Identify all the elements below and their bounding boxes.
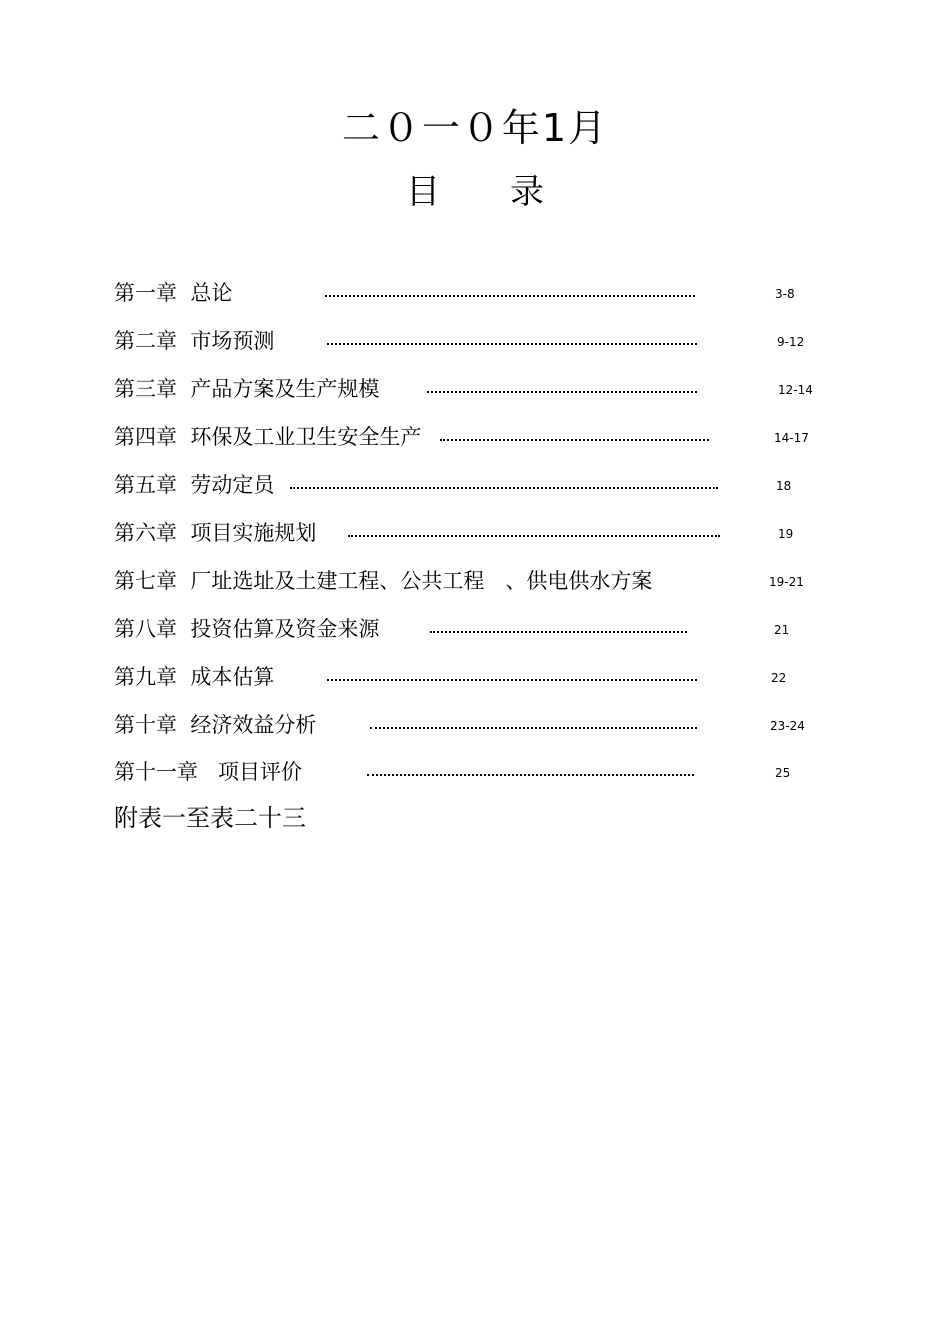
toc-entry-10 xyxy=(0,710,950,740)
toc-entry-label xyxy=(114,710,316,740)
toc-entry-title: 环保及工业卫生安全生产 xyxy=(190,425,422,449)
toc-entry-label xyxy=(114,614,379,644)
toc-entry-title: 劳动定员 xyxy=(190,473,275,497)
toc-entry-chapter: 第八章 xyxy=(114,617,177,641)
date-heading: 二０一０年1月 xyxy=(341,106,609,150)
toc-entry-label xyxy=(114,422,421,452)
toc-leader xyxy=(348,535,720,537)
toc-leader xyxy=(370,727,697,729)
toc-leader xyxy=(367,774,694,776)
toc-entry-page: 3-8 xyxy=(775,287,795,301)
toc-entry-title: 项目实施规划 xyxy=(190,521,317,545)
toc-entry-label xyxy=(114,518,316,548)
toc-entry-6 xyxy=(0,518,950,548)
toc-entry-chapter: 第四章 xyxy=(114,425,177,449)
toc-entry-title: 投资估算及资金来源 xyxy=(190,617,380,641)
toc-entry-8 xyxy=(0,614,950,644)
toc-entry-11 xyxy=(0,757,950,787)
toc-entry-title: 厂址选址及土建工程、公共工程 、供电供水方案 xyxy=(190,569,653,593)
toc-entry-chapter: 第二章 xyxy=(114,329,177,353)
toc-entry-chapter: 第一章 xyxy=(114,281,177,305)
toc-leader xyxy=(327,343,697,345)
toc-entry-3 xyxy=(0,374,950,404)
toc-entry-9 xyxy=(0,662,950,692)
toc-entry-page: 23-24 xyxy=(770,719,805,733)
toc-entry-label xyxy=(114,278,232,308)
toc-entry-page: 19 xyxy=(778,527,794,541)
toc-entry-label xyxy=(114,470,274,500)
toc-entry-label xyxy=(114,566,652,596)
toc-entry-label xyxy=(114,757,302,787)
toc-entry-chapter: 第六章 xyxy=(114,521,177,545)
toc-entry-chapter: 第九章 xyxy=(114,665,177,689)
toc-heading: 目录 xyxy=(406,172,614,212)
toc-leader xyxy=(440,439,709,441)
toc-entry-title: 项目评价 xyxy=(218,760,303,784)
toc-entry-title: 总论 xyxy=(190,281,233,305)
toc-entry-page: 12-14 xyxy=(778,383,813,397)
toc-leader xyxy=(427,391,697,393)
toc-entry-label xyxy=(114,374,379,404)
toc-leader xyxy=(325,295,695,297)
toc-entry-page: 19-21 xyxy=(769,575,804,589)
toc-entry-chapter: 第五章 xyxy=(114,473,177,497)
toc-entry-title: 经济效益分析 xyxy=(190,713,317,737)
toc-entry-2 xyxy=(0,326,950,356)
toc-entry-title: 市场预测 xyxy=(190,329,275,353)
toc-entry-1 xyxy=(0,278,950,308)
toc-leader xyxy=(327,679,697,681)
toc-entry-page: 21 xyxy=(774,623,790,637)
toc-entry-page: 22 xyxy=(771,671,787,685)
toc-leader xyxy=(430,631,687,633)
toc-leader xyxy=(290,487,718,489)
toc-entry-label xyxy=(114,326,274,356)
toc-entry-page: 9-12 xyxy=(777,335,805,349)
toc-entry-4 xyxy=(0,422,950,452)
toc-entry-page: 14-17 xyxy=(774,431,809,445)
appendix-line: 附表一至表二十三 xyxy=(114,804,306,832)
toc-entry-title: 产品方案及生产规模 xyxy=(190,377,380,401)
toc-entry-7 xyxy=(0,566,950,596)
toc-entry-title: 成本估算 xyxy=(190,665,275,689)
toc-entry-label xyxy=(114,662,274,692)
toc-entry-5 xyxy=(0,470,950,500)
toc-entry-chapter: 第十章 xyxy=(114,713,177,737)
toc-entry-chapter: 第七章 xyxy=(114,569,177,593)
toc-entry-page: 25 xyxy=(775,766,791,780)
toc-entry-chapter: 第三章 xyxy=(114,377,177,401)
toc-entry-chapter: 第十一章 xyxy=(114,760,198,784)
toc-entry-page: 18 xyxy=(776,479,792,493)
